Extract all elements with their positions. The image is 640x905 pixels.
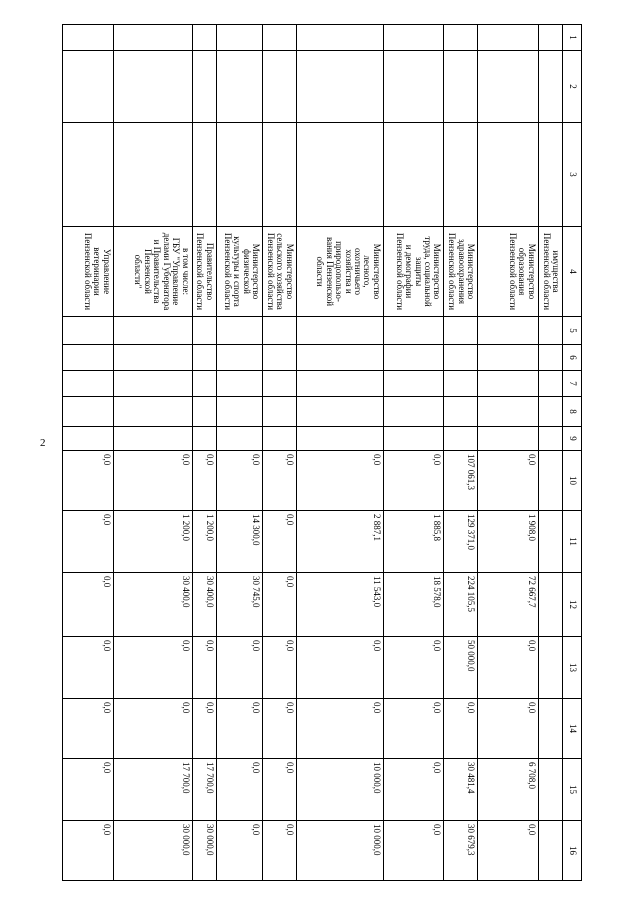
value-cell <box>383 821 444 881</box>
value-cell <box>383 759 444 821</box>
value-text: 10 000,0 <box>371 824 382 856</box>
column-number-header: 7 <box>563 371 582 397</box>
organization-cell: Министерство сельского хозяйства Пензенской области <box>263 227 297 317</box>
value-text: 0,0 <box>371 702 382 714</box>
value-cell <box>192 759 216 821</box>
column-number-header: 2 <box>563 51 582 123</box>
value-cell <box>444 511 478 573</box>
table-row <box>383 25 444 881</box>
column-number-header: 11 <box>563 511 582 573</box>
value-text: 0,0 <box>371 640 382 652</box>
value-text: 0,0 <box>526 702 537 714</box>
empty-cell <box>296 345 383 371</box>
value-text: 0,0 <box>204 454 215 466</box>
column-number-header: 8 <box>563 397 582 427</box>
value-cell <box>478 511 539 573</box>
value-cell <box>216 637 263 699</box>
empty-cell <box>113 371 192 397</box>
column-number-row <box>563 25 582 881</box>
value-cell <box>192 451 216 511</box>
empty-cell <box>538 25 562 51</box>
value-text: 10 000,0 <box>371 762 382 794</box>
value-text: 0,0 <box>251 702 262 714</box>
value-text: 0,0 <box>251 762 262 774</box>
value-text: 224 105,5 <box>466 576 477 612</box>
value-cell <box>444 699 478 759</box>
value-cell <box>113 699 192 759</box>
empty-cell <box>216 123 263 227</box>
empty-cell <box>538 397 562 427</box>
value-cell <box>63 637 114 699</box>
empty-cell <box>263 371 297 397</box>
column-number-header: 9 <box>563 427 582 451</box>
empty-cell <box>192 397 216 427</box>
empty-cell <box>296 123 383 227</box>
value-cell <box>263 821 297 881</box>
empty-cell <box>113 123 192 227</box>
empty-cell <box>383 25 444 51</box>
value-cell <box>192 699 216 759</box>
value-text: 0,0 <box>432 824 443 836</box>
value-text: 0,0 <box>101 824 112 836</box>
value-cell <box>63 699 114 759</box>
value-cell <box>263 699 297 759</box>
value-text: 30 679,3 <box>466 824 477 856</box>
value-cell <box>383 511 444 573</box>
value-cell <box>538 699 562 759</box>
empty-cell <box>296 51 383 123</box>
page-number: 2 <box>40 437 46 449</box>
organization-cell: Министерство образования Пензенской области <box>478 227 539 317</box>
empty-cell <box>444 317 478 345</box>
column-number-header: 10 <box>563 451 582 511</box>
empty-cell <box>63 51 114 123</box>
empty-cell <box>478 123 539 227</box>
value-text: 0,0 <box>526 824 537 836</box>
value-cell <box>383 699 444 759</box>
value-cell <box>63 821 114 881</box>
value-cell <box>538 451 562 511</box>
value-cell <box>444 821 478 881</box>
empty-cell <box>383 51 444 123</box>
empty-cell <box>216 51 263 123</box>
empty-cell <box>296 397 383 427</box>
value-text: 0,0 <box>432 640 443 652</box>
column-number-header: 15 <box>563 759 582 821</box>
value-text: 0,0 <box>251 824 262 836</box>
empty-cell <box>63 317 114 345</box>
value-text: 1 908,0 <box>526 514 537 541</box>
budget-table <box>62 24 582 881</box>
empty-cell <box>478 51 539 123</box>
value-text: 30 000,0 <box>180 824 191 856</box>
value-cell <box>296 511 383 573</box>
column-number-header: 12 <box>563 573 582 637</box>
value-text: 1 885,8 <box>432 514 443 541</box>
value-cell <box>296 759 383 821</box>
organization-cell: Министерство лесного, охотничьего хозяйства и природопользо- вания Пензенской области <box>296 227 383 317</box>
empty-cell <box>538 371 562 397</box>
column-number-header: 14 <box>563 699 582 759</box>
value-cell <box>538 637 562 699</box>
value-text: 129 371,0 <box>466 514 477 550</box>
value-text: 0,0 <box>180 454 191 466</box>
empty-cell <box>263 397 297 427</box>
value-cell <box>216 759 263 821</box>
value-cell <box>383 573 444 637</box>
empty-cell <box>113 345 192 371</box>
value-cell <box>216 699 263 759</box>
value-text: 0,0 <box>432 762 443 774</box>
rotated-table-container <box>62 24 582 880</box>
value-cell <box>192 511 216 573</box>
empty-cell <box>538 51 562 123</box>
empty-cell <box>263 25 297 51</box>
empty-cell <box>192 51 216 123</box>
value-text: 0,0 <box>371 454 382 466</box>
value-cell <box>478 637 539 699</box>
table-sheet <box>62 24 582 880</box>
value-cell <box>296 451 383 511</box>
value-text: 0,0 <box>180 640 191 652</box>
value-text: 30 000,0 <box>204 824 215 856</box>
value-text: 14 300,0 <box>251 514 262 546</box>
empty-cell <box>444 397 478 427</box>
value-text: 30 481,4 <box>466 762 477 794</box>
empty-cell <box>113 25 192 51</box>
value-text: 0,0 <box>251 454 262 466</box>
empty-cell <box>216 25 263 51</box>
empty-cell <box>263 427 297 451</box>
organization-cell: в том числе: ГБУ "Управление делами Губернатора и Правительства Пензенской области" <box>113 227 192 317</box>
value-text: 30 400,0 <box>204 576 215 608</box>
empty-cell <box>444 371 478 397</box>
table-row <box>113 25 192 881</box>
value-cell <box>538 573 562 637</box>
empty-cell <box>63 123 114 227</box>
empty-cell <box>444 427 478 451</box>
value-text: 0,0 <box>101 702 112 714</box>
value-text: 11 543,0 <box>371 576 382 608</box>
empty-cell <box>216 427 263 451</box>
column-number-header: 3 <box>563 123 582 227</box>
empty-cell <box>538 317 562 345</box>
value-cell <box>296 699 383 759</box>
value-cell <box>263 637 297 699</box>
value-text: 0,0 <box>284 576 295 588</box>
value-cell <box>216 451 263 511</box>
value-text: 2 887,1 <box>371 514 382 541</box>
table-row <box>63 25 114 881</box>
column-number-header: 1 <box>563 25 582 51</box>
value-cell <box>113 759 192 821</box>
table-row <box>444 25 478 881</box>
value-cell <box>478 759 539 821</box>
empty-cell <box>296 427 383 451</box>
empty-cell <box>113 397 192 427</box>
value-cell <box>538 821 562 881</box>
organization-cell: Правительство Пензенской области <box>192 227 216 317</box>
empty-cell <box>478 25 539 51</box>
value-text: 0,0 <box>204 640 215 652</box>
value-cell <box>296 821 383 881</box>
column-number-header: 5 <box>563 317 582 345</box>
empty-cell <box>478 397 539 427</box>
table-row <box>216 25 263 881</box>
value-cell <box>113 451 192 511</box>
empty-cell <box>192 427 216 451</box>
value-text: 0,0 <box>101 640 112 652</box>
empty-cell <box>383 345 444 371</box>
value-cell <box>478 821 539 881</box>
empty-cell <box>538 123 562 227</box>
empty-cell <box>383 371 444 397</box>
empty-cell <box>383 427 444 451</box>
value-text: 0,0 <box>284 762 295 774</box>
empty-cell <box>263 345 297 371</box>
organization-cell: Министерство физической культуры и спорта Пензенской области <box>216 227 263 317</box>
empty-cell <box>192 371 216 397</box>
empty-cell <box>192 123 216 227</box>
value-text: 0,0 <box>180 702 191 714</box>
value-cell <box>113 511 192 573</box>
value-cell <box>538 511 562 573</box>
value-cell <box>113 821 192 881</box>
value-text: 0,0 <box>284 640 295 652</box>
organization-cell: Министерство труда, социальной защиты и демографии Пензенской области <box>383 227 444 317</box>
empty-cell <box>63 371 114 397</box>
column-number-header: 13 <box>563 637 582 699</box>
table-row <box>296 25 383 881</box>
empty-cell <box>478 427 539 451</box>
value-cell <box>383 451 444 511</box>
value-cell <box>478 573 539 637</box>
empty-cell <box>192 25 216 51</box>
value-text: 17 700,0 <box>204 762 215 794</box>
value-text: 0,0 <box>251 640 262 652</box>
table-row <box>538 25 562 881</box>
column-number-header: 16 <box>563 821 582 881</box>
value-cell <box>216 573 263 637</box>
value-text: 0,0 <box>432 454 443 466</box>
value-text: 0,0 <box>526 640 537 652</box>
empty-cell <box>63 25 114 51</box>
value-cell <box>63 451 114 511</box>
empty-cell <box>383 123 444 227</box>
value-cell <box>263 451 297 511</box>
empty-cell <box>296 317 383 345</box>
value-text: 0,0 <box>526 454 537 466</box>
empty-cell <box>444 51 478 123</box>
empty-cell <box>216 317 263 345</box>
value-cell <box>192 573 216 637</box>
value-cell <box>113 573 192 637</box>
empty-cell <box>538 427 562 451</box>
value-cell <box>63 511 114 573</box>
table-row <box>478 25 539 881</box>
empty-cell <box>444 345 478 371</box>
empty-cell <box>216 397 263 427</box>
empty-cell <box>383 317 444 345</box>
value-text: 0,0 <box>101 576 112 588</box>
value-text: 72 667,7 <box>526 576 537 608</box>
value-cell <box>444 759 478 821</box>
value-cell <box>444 573 478 637</box>
value-cell <box>113 637 192 699</box>
empty-cell <box>478 371 539 397</box>
empty-cell <box>444 25 478 51</box>
column-number-header: 4 <box>563 227 582 317</box>
value-cell <box>383 637 444 699</box>
value-cell <box>216 821 263 881</box>
value-text: 30 400,0 <box>180 576 191 608</box>
value-text: 0,0 <box>466 702 477 714</box>
empty-cell <box>192 317 216 345</box>
value-text: 1 200,0 <box>180 514 191 541</box>
value-cell <box>192 821 216 881</box>
value-text: 0,0 <box>432 702 443 714</box>
empty-cell <box>263 123 297 227</box>
value-text: 6 708,0 <box>526 762 537 789</box>
empty-cell <box>263 51 297 123</box>
empty-cell <box>444 123 478 227</box>
value-text: 18 578,0 <box>432 576 443 608</box>
value-cell <box>444 451 478 511</box>
empty-cell <box>113 317 192 345</box>
empty-cell <box>478 317 539 345</box>
value-cell <box>478 699 539 759</box>
value-text: 107 061,3 <box>466 454 477 490</box>
value-cell <box>263 573 297 637</box>
value-cell <box>478 451 539 511</box>
empty-cell <box>263 317 297 345</box>
empty-cell <box>63 427 114 451</box>
organization-cell: Министерство здравоохранения Пензенской области <box>444 227 478 317</box>
empty-cell <box>113 427 192 451</box>
table-row <box>192 25 216 881</box>
value-cell <box>263 511 297 573</box>
organization-cell: Управление ветеринарии Пензенской области <box>63 227 114 317</box>
empty-cell <box>478 345 539 371</box>
value-cell <box>63 573 114 637</box>
value-cell <box>216 511 263 573</box>
value-cell <box>192 637 216 699</box>
value-text: 0,0 <box>101 762 112 774</box>
value-text: 0,0 <box>284 454 295 466</box>
empty-cell <box>63 397 114 427</box>
value-text: 0,0 <box>101 454 112 466</box>
table-body <box>63 25 563 881</box>
value-text: 50 000,0 <box>466 640 477 672</box>
empty-cell <box>296 371 383 397</box>
value-cell <box>296 637 383 699</box>
value-cell <box>538 759 562 821</box>
empty-cell <box>296 25 383 51</box>
value-text: 0,0 <box>204 702 215 714</box>
value-cell <box>296 573 383 637</box>
value-text: 1 200,0 <box>204 514 215 541</box>
table-row <box>263 25 297 881</box>
empty-cell <box>63 345 114 371</box>
value-text: 0,0 <box>284 702 295 714</box>
empty-cell <box>192 345 216 371</box>
value-text: 0,0 <box>101 514 112 526</box>
value-text: 17 700,0 <box>180 762 191 794</box>
empty-cell <box>383 397 444 427</box>
value-text: 0,0 <box>284 824 295 836</box>
value-cell <box>263 759 297 821</box>
column-number-header: 6 <box>563 345 582 371</box>
empty-cell <box>538 345 562 371</box>
empty-cell <box>216 345 263 371</box>
value-text: 30 745,0 <box>251 576 262 608</box>
empty-cell <box>216 371 263 397</box>
empty-cell <box>113 51 192 123</box>
value-cell <box>444 637 478 699</box>
value-text: 0,0 <box>284 514 295 526</box>
organization-cell: имущества Пензенской области <box>538 227 562 317</box>
value-cell <box>63 759 114 821</box>
